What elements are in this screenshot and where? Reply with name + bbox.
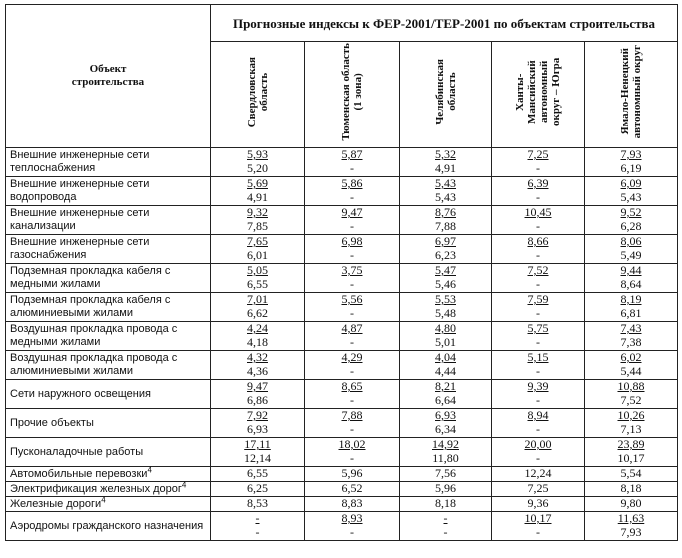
index-value-cell <box>585 380 678 409</box>
index-value-primary: 12,24 <box>524 466 552 480</box>
index-value-secondary: 5,43 <box>620 190 642 204</box>
object-name-cell <box>6 409 211 438</box>
object-name: Электрификация железных дорог <box>10 482 182 495</box>
index-value-primary: 8,65 <box>341 379 363 393</box>
index-value-cell <box>492 380 585 409</box>
index-value-primary: 9,47 <box>341 205 363 219</box>
object-name-cell <box>6 479 211 497</box>
region-label: Ямало-Ненецкий автономный округ <box>619 45 643 139</box>
index-value-primary: 8,66 <box>527 234 549 248</box>
table-row <box>6 497 678 512</box>
object-name-cell <box>6 177 211 206</box>
index-value-primary: 8,18 <box>620 481 642 495</box>
index-value-cell <box>305 351 400 380</box>
table-row <box>6 512 678 541</box>
index-value-primary: 6,09 <box>620 176 642 190</box>
index-value-secondary: - <box>536 248 540 262</box>
index-value-primary: 5,05 <box>247 263 268 277</box>
region-label: Челябинская область <box>433 59 458 125</box>
index-value-cell <box>211 264 305 293</box>
index-value-cell <box>305 293 400 322</box>
index-value-secondary: 5,43 <box>435 190 456 204</box>
region-label: Тюменская область (1 зона) <box>340 43 364 141</box>
index-value-cell <box>492 148 585 177</box>
index-value-primary: 5,43 <box>435 176 456 190</box>
index-value-cell <box>211 293 305 322</box>
index-value-secondary: - <box>536 451 540 465</box>
index-value-cell <box>305 206 400 235</box>
object-name: Автомобильные перевозки <box>10 467 148 480</box>
object-name-cell <box>6 438 211 467</box>
object-name: Внешние инженерные сети водопровода <box>10 178 150 203</box>
index-value-secondary: 7,13 <box>620 422 642 436</box>
index-value-secondary: 4,36 <box>247 364 268 378</box>
index-value-cell <box>492 482 585 497</box>
index-value-cell <box>211 351 305 380</box>
region-header <box>400 42 492 148</box>
index-value-cell <box>305 264 400 293</box>
table-title: Прогнозные индексы к ФЕР-2001/ТЕР-2001 по объектам строительства <box>211 5 678 42</box>
object-name-cell <box>6 148 211 177</box>
index-value-primary: 3,75 <box>341 263 363 277</box>
index-value-cell <box>400 438 492 467</box>
index-value-secondary: - <box>536 525 540 539</box>
index-value-primary: 20,00 <box>524 437 552 451</box>
index-value-secondary: 8,64 <box>620 277 642 291</box>
table-row <box>6 322 678 351</box>
index-value-secondary: - <box>350 393 354 407</box>
index-value-cell <box>305 497 400 512</box>
index-value-primary: 5,32 <box>435 147 456 161</box>
index-value-secondary: - <box>536 422 540 436</box>
index-value-secondary: 12,14 <box>244 451 271 465</box>
index-value-secondary: - <box>350 422 354 436</box>
index-value-cell <box>585 293 678 322</box>
index-value-secondary: - <box>350 525 354 539</box>
index-value-secondary: - <box>536 161 540 175</box>
index-value-secondary: 6,23 <box>435 248 456 262</box>
index-value-primary: 4,80 <box>435 321 456 335</box>
index-value-cell <box>492 438 585 467</box>
index-value-cell <box>585 409 678 438</box>
index-value-primary: 4,87 <box>341 321 363 335</box>
index-value-primary: 7,01 <box>247 292 268 306</box>
index-value-primary: 5,15 <box>527 350 549 364</box>
index-value-primary: 9,52 <box>620 205 642 219</box>
index-value-primary: 7,59 <box>527 292 549 306</box>
index-value-primary: 9,36 <box>527 496 549 510</box>
index-value-secondary: 7,38 <box>620 335 642 349</box>
index-value-cell <box>211 409 305 438</box>
object-name: Подземная прокладка кабеля с медными жилами <box>10 265 171 290</box>
index-value-secondary: 5,20 <box>247 161 268 175</box>
index-value-cell <box>211 482 305 497</box>
index-value-primary: 14,92 <box>432 437 459 451</box>
index-value-primary: 5,47 <box>435 263 456 277</box>
object-name: Железные дороги <box>10 497 102 510</box>
index-value-primary: 5,69 <box>247 176 268 190</box>
index-value-cell <box>305 380 400 409</box>
object-name: Внешние инженерные сети теплоснабжения <box>10 149 150 174</box>
region-header <box>492 42 585 148</box>
index-value-primary: 5,54 <box>620 466 642 480</box>
index-value-secondary: 5,48 <box>435 306 456 320</box>
index-value-primary: 5,87 <box>341 147 363 161</box>
table-row <box>6 351 678 380</box>
index-value-secondary: 7,85 <box>247 219 268 233</box>
index-value-primary: 9,80 <box>620 496 642 510</box>
table-body <box>6 148 678 541</box>
index-value-secondary: 4,91 <box>247 190 268 204</box>
index-value-secondary: - <box>536 277 540 291</box>
index-value-cell <box>211 235 305 264</box>
footnote-marker: 4 <box>101 494 106 504</box>
index-value-cell <box>305 512 400 541</box>
index-value-cell <box>492 206 585 235</box>
index-value-cell <box>492 322 585 351</box>
footnote-marker: 4 <box>147 464 152 474</box>
index-value-cell <box>211 467 305 482</box>
index-value-secondary: - <box>255 525 260 539</box>
index-value-primary: 8,19 <box>620 292 642 306</box>
index-value-primary: 23,89 <box>617 437 645 451</box>
index-value-cell <box>585 206 678 235</box>
index-value-cell <box>211 148 305 177</box>
object-name-cell <box>6 293 211 322</box>
index-value-secondary: - <box>350 335 354 349</box>
index-value-cell <box>211 206 305 235</box>
region-header <box>585 42 678 148</box>
index-value-secondary: 6,19 <box>620 161 642 175</box>
index-value-secondary: 6,64 <box>435 393 456 407</box>
index-value-cell <box>305 148 400 177</box>
index-value-secondary: - <box>536 219 540 233</box>
table-row <box>6 438 678 467</box>
index-value-primary: 7,65 <box>247 234 268 248</box>
index-value-cell <box>400 409 492 438</box>
index-value-cell <box>400 351 492 380</box>
index-value-primary: 6,97 <box>435 234 456 248</box>
object-column-label: Объект строительства <box>71 63 145 88</box>
index-value-primary: 9,44 <box>620 263 642 277</box>
object-name: Внешние инженерные сети канализации <box>10 207 150 232</box>
index-value-primary: 4,29 <box>341 350 363 364</box>
index-value-cell <box>305 467 400 482</box>
index-value-cell <box>211 438 305 467</box>
index-value-secondary: 5,49 <box>620 248 642 262</box>
index-value-cell <box>400 264 492 293</box>
index-value-secondary: - <box>350 190 354 204</box>
index-value-primary: 6,98 <box>341 234 363 248</box>
index-value-primary: 8,18 <box>435 496 456 510</box>
region-label: Ханты-Мансийский автономный округ – Югра <box>514 57 562 127</box>
index-value-secondary: - <box>350 277 354 291</box>
table-row <box>6 177 678 206</box>
index-value-cell <box>305 438 400 467</box>
index-value-cell <box>400 293 492 322</box>
index-value-primary: 4,24 <box>247 321 268 335</box>
index-value-secondary: - <box>536 306 540 320</box>
index-value-primary: - <box>443 511 448 525</box>
index-value-cell <box>585 235 678 264</box>
object-name-cell <box>6 264 211 293</box>
object-name-cell <box>6 351 211 380</box>
index-value-secondary: - <box>350 248 354 262</box>
table-row <box>6 264 678 293</box>
index-value-primary: 8,76 <box>435 205 456 219</box>
table-row <box>6 482 678 497</box>
index-value-cell <box>305 409 400 438</box>
table-row <box>6 467 678 482</box>
index-value-secondary: - <box>350 364 354 378</box>
index-value-cell <box>211 177 305 206</box>
table-row <box>6 148 678 177</box>
index-value-secondary: 5,01 <box>435 335 456 349</box>
index-value-secondary: - <box>350 219 354 233</box>
index-value-primary: 9,47 <box>247 379 268 393</box>
object-name: Аэродромы гражданского назначения <box>10 519 204 532</box>
index-value-cell <box>585 497 678 512</box>
index-value-primary: 6,52 <box>341 481 363 495</box>
index-value-primary: 18,02 <box>338 437 366 451</box>
table-row <box>6 206 678 235</box>
index-value-cell <box>400 482 492 497</box>
index-value-primary: 10,17 <box>524 511 552 525</box>
index-value-secondary: - <box>536 190 540 204</box>
index-value-cell <box>492 235 585 264</box>
index-value-cell <box>585 438 678 467</box>
table-row <box>6 409 678 438</box>
index-value-secondary: 6,86 <box>247 393 268 407</box>
region-label: Свердловская область <box>245 56 270 128</box>
table-row <box>6 235 678 264</box>
index-value-cell <box>211 322 305 351</box>
index-value-cell <box>585 467 678 482</box>
index-value-primary: 4,04 <box>435 350 456 364</box>
index-value-primary: - <box>255 511 260 525</box>
index-value-cell <box>305 177 400 206</box>
object-column-header <box>6 5 211 148</box>
index-value-cell <box>400 148 492 177</box>
index-value-cell <box>585 177 678 206</box>
index-value-primary: 10,45 <box>524 205 552 219</box>
object-name: Воздушная прокладка провода с алюминиевыми жилами <box>10 352 178 377</box>
index-value-secondary: 6,62 <box>247 306 268 320</box>
object-name: Прочие объекты <box>10 416 94 429</box>
index-value-cell <box>400 177 492 206</box>
index-value-cell <box>585 264 678 293</box>
index-value-cell <box>400 206 492 235</box>
index-value-primary: 7,56 <box>435 466 456 480</box>
index-value-primary: 6,55 <box>247 466 268 480</box>
index-value-cell <box>400 322 492 351</box>
index-value-primary: 9,32 <box>247 205 268 219</box>
index-value-secondary: 10,17 <box>617 451 645 465</box>
index-value-secondary: - <box>536 335 540 349</box>
index-value-cell <box>305 482 400 497</box>
index-value-primary: 5,96 <box>341 466 363 480</box>
index-value-secondary: - <box>536 393 540 407</box>
object-name: Внешние инженерные сети газоснабжения <box>10 236 150 261</box>
index-value-cell <box>492 293 585 322</box>
index-value-secondary: 11,80 <box>432 451 459 465</box>
index-value-cell <box>400 467 492 482</box>
index-value-secondary: - <box>536 364 540 378</box>
index-value-primary: 4,32 <box>247 350 268 364</box>
object-name: Сети наружного освещения <box>10 387 151 400</box>
footnote-marker: 4 <box>181 479 187 489</box>
index-value-cell <box>400 380 492 409</box>
object-name-cell <box>6 380 211 409</box>
index-value-cell <box>305 235 400 264</box>
index-value-primary: 5,53 <box>435 292 456 306</box>
index-value-primary: 5,56 <box>341 292 363 306</box>
index-value-primary: 8,93 <box>341 511 363 525</box>
index-value-secondary: 6,55 <box>247 277 268 291</box>
index-value-primary: 10,26 <box>617 408 645 422</box>
index-value-secondary: 7,93 <box>620 525 642 539</box>
index-value-secondary: - <box>350 306 354 320</box>
index-value-primary: 7,43 <box>620 321 642 335</box>
index-value-cell <box>585 148 678 177</box>
index-value-cell <box>492 177 585 206</box>
index-value-cell <box>211 497 305 512</box>
index-value-cell <box>492 467 585 482</box>
index-value-cell <box>585 351 678 380</box>
index-value-cell <box>211 380 305 409</box>
index-value-primary: 5,86 <box>341 176 363 190</box>
index-value-cell <box>305 322 400 351</box>
index-value-cell <box>585 482 678 497</box>
index-value-secondary: - <box>443 525 448 539</box>
index-value-primary: 8,06 <box>620 234 642 248</box>
index-value-cell <box>400 235 492 264</box>
index-value-primary: 7,93 <box>620 147 642 161</box>
index-value-secondary: - <box>350 161 354 175</box>
index-value-primary: 8,83 <box>341 496 363 510</box>
index-value-cell <box>400 497 492 512</box>
index-value-secondary: - <box>350 451 354 465</box>
index-table <box>5 4 678 541</box>
index-value-primary: 7,25 <box>527 481 549 495</box>
index-value-primary: 6,39 <box>527 176 549 190</box>
object-name-cell <box>6 464 211 482</box>
index-value-primary: 8,94 <box>527 408 549 422</box>
index-value-secondary: 4,91 <box>435 161 456 175</box>
index-value-secondary: 6,93 <box>247 422 268 436</box>
index-value-primary: 8,53 <box>247 496 268 510</box>
index-value-cell <box>492 512 585 541</box>
object-name: Воздушная прокладка провода с медными жилами <box>10 323 178 348</box>
object-name-cell <box>6 512 211 541</box>
index-value-primary: 9,39 <box>527 379 549 393</box>
index-value-secondary: 5,44 <box>620 364 642 378</box>
table-row <box>6 380 678 409</box>
index-value-primary: 11,63 <box>617 511 645 525</box>
index-value-cell <box>492 497 585 512</box>
object-name: Подземная прокладка кабеля с алюминиевыми жилами <box>10 294 171 319</box>
index-value-secondary: 7,88 <box>435 219 456 233</box>
index-value-cell <box>492 409 585 438</box>
index-value-secondary: 6,01 <box>247 248 268 262</box>
index-value-primary: 7,25 <box>527 147 549 161</box>
index-value-primary: 6,93 <box>435 408 456 422</box>
index-value-primary: 5,75 <box>527 321 549 335</box>
index-value-primary: 6,02 <box>620 350 642 364</box>
index-value-primary: 6,25 <box>247 481 268 495</box>
region-header <box>211 42 305 148</box>
index-value-cell <box>492 264 585 293</box>
index-value-primary: 5,96 <box>435 481 456 495</box>
index-value-secondary: 6,34 <box>435 422 456 436</box>
index-value-cell <box>400 512 492 541</box>
object-name-cell <box>6 322 211 351</box>
index-value-cell <box>585 512 678 541</box>
index-value-secondary: 4,18 <box>247 335 268 349</box>
table-row <box>6 293 678 322</box>
index-value-secondary: 5,46 <box>435 277 456 291</box>
index-value-primary: 8,21 <box>435 379 456 393</box>
index-value-primary: 5,93 <box>247 147 268 161</box>
index-value-primary: 7,92 <box>247 408 268 422</box>
index-value-secondary: 4,44 <box>435 364 456 378</box>
index-value-cell <box>211 512 305 541</box>
region-header <box>305 42 400 148</box>
index-value-cell <box>585 322 678 351</box>
index-value-primary: 7,52 <box>527 263 549 277</box>
index-value-secondary: 6,81 <box>620 306 642 320</box>
object-name-cell <box>6 235 211 264</box>
object-name-cell <box>6 206 211 235</box>
index-value-secondary: 6,28 <box>620 219 642 233</box>
index-value-primary: 7,88 <box>341 408 363 422</box>
index-value-cell <box>492 351 585 380</box>
index-value-primary: 10,88 <box>617 379 645 393</box>
index-value-primary: 17,11 <box>244 437 271 451</box>
object-name: Пусконаладочные работы <box>10 445 144 458</box>
index-value-secondary: 7,52 <box>620 393 642 407</box>
object-name-cell <box>6 494 211 512</box>
